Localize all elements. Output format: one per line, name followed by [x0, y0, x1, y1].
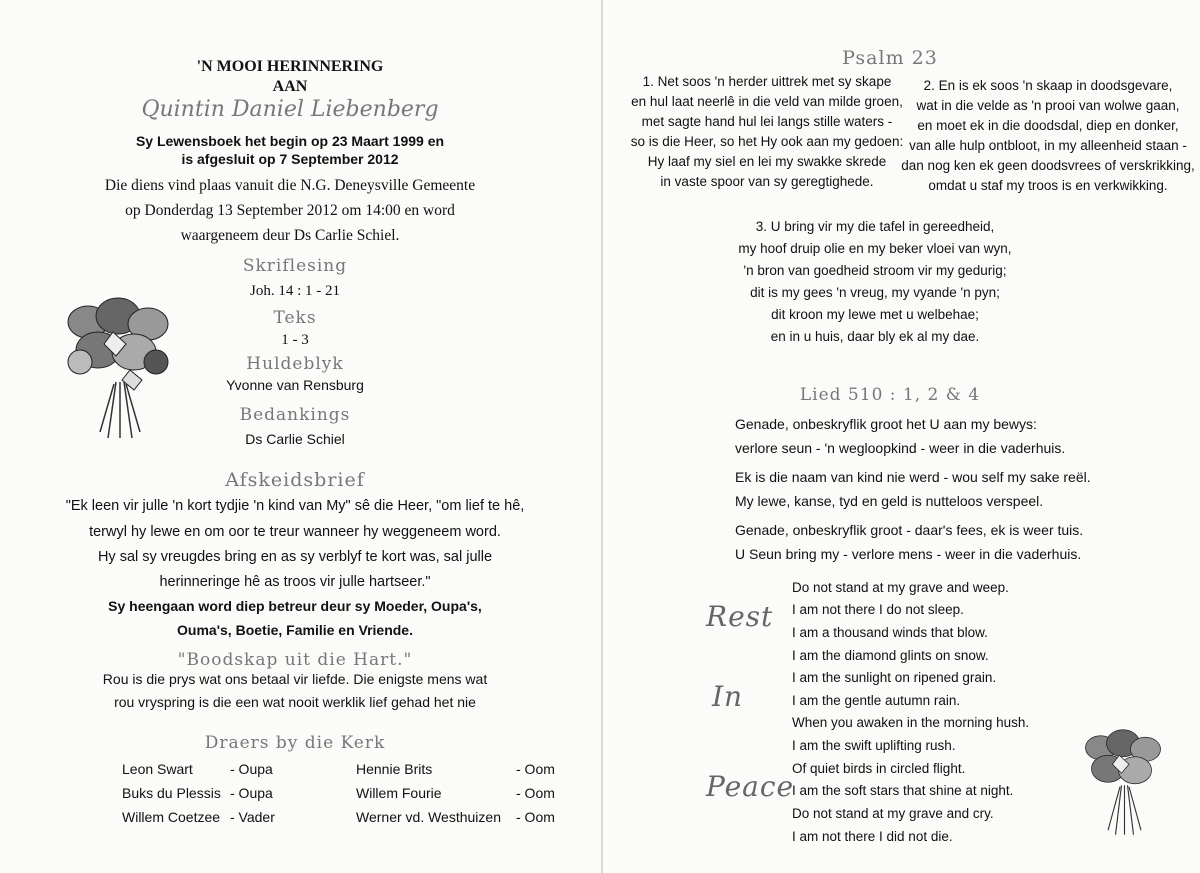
hymn-line: U Seun bring my - verlore mens - weer in die vaderhuis.: [735, 546, 1082, 562]
poem-line: I am not there I do not sleep.: [792, 602, 964, 617]
pallbearer-relation: - Oupa: [230, 761, 273, 777]
pallbearer-name: Willem Coetzee: [122, 809, 221, 825]
pallbearer-name: Leon Swart: [122, 761, 193, 777]
hymn-line: Ek is die naam van kind nie werd - wou self my sake reël.: [735, 469, 1091, 485]
poem-line: Do not stand at my grave and cry.: [792, 806, 994, 821]
afskeidsbrief-line: herinneringe hê as troos vir julle hartseer.": [159, 574, 431, 590]
verse-line: van alle hulp ontbloot, in my alleenheid staan -: [909, 138, 1187, 153]
rip-in: In: [712, 680, 744, 713]
poem-line: I am the diamond glints on snow.: [792, 648, 989, 663]
pallbearer-relation: - Oupa: [230, 785, 273, 801]
deceased-name: Quintin Daniel Liebenberg: [141, 97, 439, 122]
verse-line: omdat u staf my troos is en verkwikking.: [928, 178, 1168, 193]
poem-line: Of quiet birds in circled flight.: [792, 761, 966, 776]
lied-heading: Lied 510 : 1, 2 & 4: [799, 385, 981, 405]
verse-line: 'n bron van goedheid stroom vir my gedurig;: [743, 263, 1007, 278]
skriflesing-text: Joh. 14 : 1 - 21: [250, 283, 340, 299]
verse-line: so is die Heer, so het Hy ook aan my gedoen:: [630, 134, 904, 149]
hymn-line: Genade, onbeskryflik groot het U aan my bewys:: [735, 416, 1037, 432]
psalm-verse-2: [898, 76, 1198, 196]
pallbearer-name: Buks du Plessis: [122, 785, 221, 801]
verse-line: dit kroon my lewe met u welbehae;: [771, 307, 979, 322]
verse-line: 2. En is ek soos 'n skaap in doodsgevare,: [923, 78, 1173, 93]
psalm-verse-3: [720, 216, 1030, 348]
verse-line: 1. Net soos 'n herder uittrek met sy skape: [642, 74, 892, 89]
verse-line: my hoof druip olie en my beker vloei van wyn,: [738, 241, 1012, 256]
boodskap-line-1: Rou is die prys wat ons betaal vir liefde. Die enigste mens wat: [102, 671, 488, 687]
verse-line: dan nog ken ek geen doodsvrees of verskrikking,: [901, 158, 1195, 173]
rip-rest: Rest: [706, 600, 774, 633]
verse-line: in vaste spoor van sy geregtighede.: [660, 174, 874, 189]
poem-line: I am the soft stars that shine at night.: [792, 783, 1014, 798]
afskeidsbrief-line: Hy sal sy vreugdes bring en as sy verblyf te kort was, sal julle: [97, 549, 493, 565]
poem-line: Do not stand at my grave and weep.: [792, 580, 1009, 595]
psalm-verse-1: [612, 72, 922, 192]
life-dates-1: Sy Lewensboek het begin op 23 Maart 1999 en: [135, 133, 445, 149]
pallbearer-name: Hennie Brits: [356, 761, 433, 777]
bedankings-heading: Bedankings: [239, 405, 351, 425]
poem-line: I am the gentle autumn rain.: [792, 693, 961, 708]
poem-line: I am the swift uplifting rush.: [792, 738, 956, 753]
psalm-heading: Psalm 23: [842, 47, 938, 69]
poem-line: I am not there I did not die.: [792, 829, 953, 841]
memorial-title-aan: AAN: [272, 78, 308, 95]
heengaan-line-2: Ouma's, Boetie, Familie en Vriende.: [177, 622, 413, 638]
verse-line: en moet ek in die doodsdal, diep en donker,: [917, 118, 1179, 133]
poem-line: When you awaken in the morning hush.: [792, 715, 1030, 730]
verse-line: dit is my gees 'n vreug, my vyande 'n pyn;: [750, 285, 1000, 300]
rip-peace: Peace: [706, 770, 795, 803]
afskeidsbrief-line: terwyl hy lewe en om oor te treur wanneer hy weggeneem word.: [89, 524, 501, 540]
poem-line: I am the sunlight on ripened grain.: [792, 670, 997, 685]
flower-bouquet-icon: [1078, 724, 1168, 839]
teks-text: 1 - 3: [281, 332, 309, 348]
bedankings-text: Ds Carlie Schiel: [245, 431, 345, 447]
verse-line: wat in die velde as 'n prooi van wolwe gaan,: [916, 98, 1180, 113]
pallbearer-relation: - Vader: [230, 809, 275, 825]
boodskap-heading: "Boodskap uit die Hart.": [177, 650, 413, 670]
afskeidsbrief-heading: Afskeidsbrief: [225, 469, 365, 491]
service-info-3: waargeneem deur Ds Carlie Schiel.: [180, 227, 400, 244]
hymn-line: Genade, onbeskryflik groot - daar's fees, ek is weer tuis.: [735, 522, 1084, 538]
hymn-line: verlore seun - 'n wegloopkind - weer in die vaderhuis.: [735, 440, 1066, 456]
pallbearer-relation: - Oom: [516, 809, 555, 825]
huldeblyk-heading: Huldeblyk: [246, 354, 344, 374]
pallbearer-relation: - Oom: [516, 785, 555, 801]
skriflesing-heading: Skriflesing: [242, 256, 348, 276]
draers-heading: Draers by die Kerk: [204, 733, 386, 753]
heengaan-line-1: Sy heengaan word diep betreur deur sy Moeder, Oupa's,: [108, 598, 482, 614]
verse-line: Hy laaf my siel en lei my swakke skrede: [647, 154, 887, 169]
memorial-title: 'N MOOI HERINNERING: [196, 58, 384, 75]
verse-line: 3. U bring vir my die tafel in gereedheid,: [755, 219, 995, 234]
service-info-2: op Donderdag 13 September 2012 om 14:00 en word: [125, 202, 455, 219]
afskeidsbrief-line: "Ek leen vir julle 'n kort tydjie 'n kind van My" sê die Heer, "om lief te hê,: [65, 498, 525, 514]
pallbearer-name: Werner vd. Westhuizen: [356, 809, 501, 825]
verse-line: en hul laat neerlê in die veld van milde groen,: [631, 94, 903, 109]
poem-line: I am a thousand winds that blow.: [792, 625, 988, 640]
boodskap-line-2: rou vryspring is die een wat nooit werklik lief gehad het nie: [114, 694, 476, 710]
verse-line: en in u huis, daar bly ek al my dae.: [770, 329, 980, 344]
teks-heading: Teks: [273, 308, 317, 328]
service-info-1: Die diens vind plaas vanuit die N.G. Deneysville Gemeente: [104, 177, 476, 194]
pallbearer-relation: - Oom: [516, 761, 555, 777]
huldeblyk-text: Yvonne van Rensburg: [226, 377, 364, 393]
hymn-text: [735, 412, 1091, 566]
life-dates-2: is afgesluit op 7 September 2012: [181, 151, 399, 167]
hymn-line: My lewe, kanse, tyd en geld is nutteloos verspeel.: [735, 493, 1044, 509]
pallbearer-name: Willem Fourie: [356, 785, 442, 801]
verse-line: met sagte hand hul lei langs stille waters -: [641, 114, 893, 129]
